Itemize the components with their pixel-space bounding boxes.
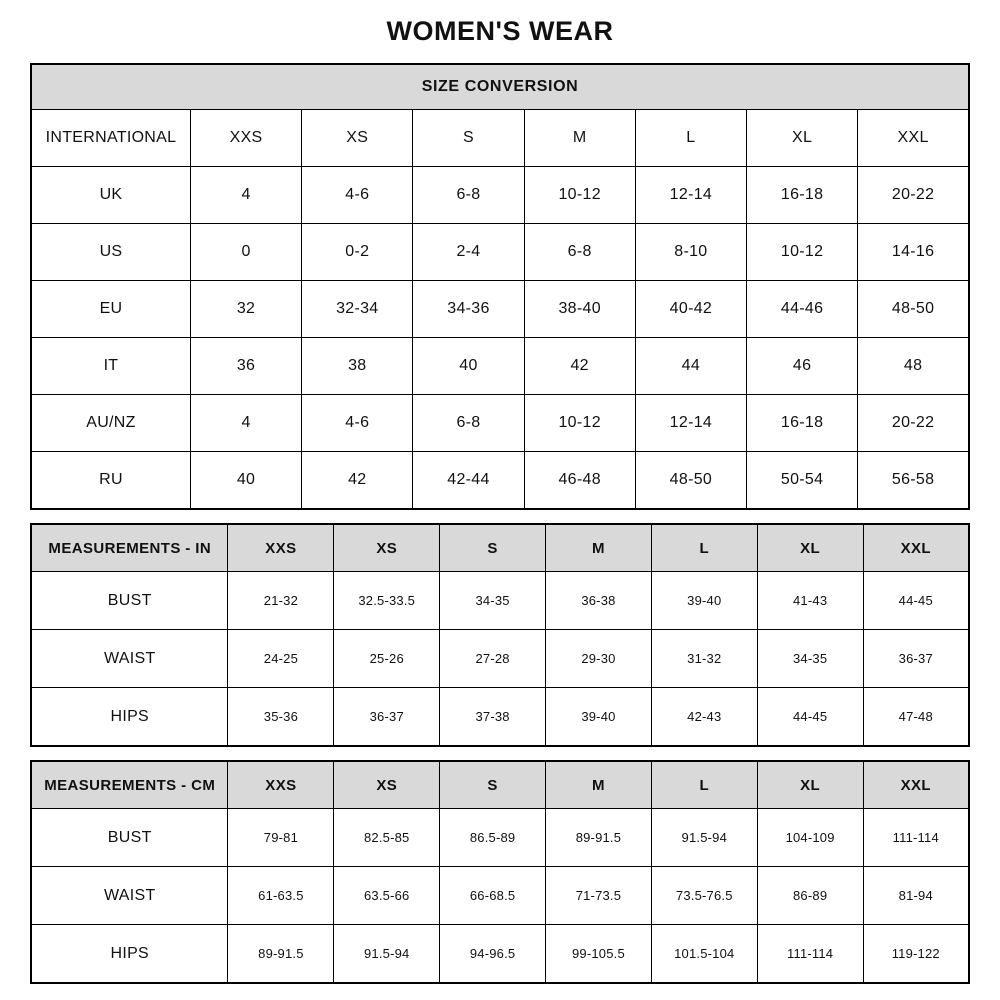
measurement-value: 63.5-66 xyxy=(334,867,440,925)
conversion-value: 38 xyxy=(302,338,413,395)
conversion-size-header-m: M xyxy=(524,110,635,167)
conversion-value: 12-14 xyxy=(635,167,746,224)
measurements-in-header-row xyxy=(31,524,969,572)
conversion-row-ru xyxy=(31,452,969,510)
measurements-cm-title: MEASUREMENTS - CM xyxy=(31,761,228,809)
measurement-value: 119-122 xyxy=(863,925,969,984)
conversion-value: 40 xyxy=(190,452,301,510)
measurements-cm-size-header-s: S xyxy=(440,761,546,809)
conversion-row-label: RU xyxy=(31,452,190,510)
conversion-value: 42 xyxy=(524,338,635,395)
conversion-value: 32-34 xyxy=(302,281,413,338)
conversion-value: 4 xyxy=(190,395,301,452)
measurement-value: 36-38 xyxy=(546,572,652,630)
conversion-value: 2-4 xyxy=(413,224,524,281)
measurements-cm-size-header-m: M xyxy=(546,761,652,809)
conversion-value: 8-10 xyxy=(635,224,746,281)
measurement-value: 27-28 xyxy=(440,630,546,688)
measurement-value: 39-40 xyxy=(651,572,757,630)
conversion-size-header-xxs: XXS xyxy=(190,110,301,167)
measurement-value: 89-91.5 xyxy=(546,809,652,867)
conversion-value: 10-12 xyxy=(524,167,635,224)
size-conversion-title: SIZE CONVERSION xyxy=(31,64,969,110)
measurements-cm-size-header-xxl: XXL xyxy=(863,761,969,809)
measurement-value: 73.5-76.5 xyxy=(651,867,757,925)
conversion-size-header-xxl: XXL xyxy=(858,110,969,167)
measurement-value: 34-35 xyxy=(757,630,863,688)
measurement-value: 36-37 xyxy=(334,688,440,747)
measurements-cm-size-header-xs: XS xyxy=(334,761,440,809)
conversion-value: 50-54 xyxy=(746,452,857,510)
measurement-row-label: WAIST xyxy=(31,867,228,925)
conversion-size-header-l: L xyxy=(635,110,746,167)
measurement-value: 71-73.5 xyxy=(546,867,652,925)
conversion-row-label: EU xyxy=(31,281,190,338)
conversion-value: 40 xyxy=(413,338,524,395)
measurement-value: 101.5-104 xyxy=(651,925,757,984)
measurement-row-label: BUST xyxy=(31,572,228,630)
measurement-value: 111-114 xyxy=(757,925,863,984)
measurement-value: 104-109 xyxy=(757,809,863,867)
conversion-value: 32 xyxy=(190,281,301,338)
conversion-value: 34-36 xyxy=(413,281,524,338)
conversion-value: 16-18 xyxy=(746,395,857,452)
measurements-in-size-header-xxl: XXL xyxy=(863,524,969,572)
measurements-in-size-header-xxs: XXS xyxy=(228,524,334,572)
measurement-value: 24-25 xyxy=(228,630,334,688)
measurement-value: 61-63.5 xyxy=(228,867,334,925)
measurement-value: 37-38 xyxy=(440,688,546,747)
measurements-in-size-header-s: S xyxy=(440,524,546,572)
measurement-value: 82.5-85 xyxy=(334,809,440,867)
measurements-in-body xyxy=(31,524,969,746)
size-conversion-title-row xyxy=(31,64,969,110)
measurements-in-size-header-xs: XS xyxy=(334,524,440,572)
conversion-size-header-xl: XL xyxy=(746,110,857,167)
conversion-value: 14-16 xyxy=(858,224,969,281)
measurement-value: 111-114 xyxy=(863,809,969,867)
size-conversion-table xyxy=(30,63,970,510)
conversion-value: 6-8 xyxy=(413,167,524,224)
measurement-value: 32.5-33.5 xyxy=(334,572,440,630)
conversion-value: 4 xyxy=(190,167,301,224)
conversion-row-label: IT xyxy=(31,338,190,395)
conversion-row-label: US xyxy=(31,224,190,281)
conversion-value: 44-46 xyxy=(746,281,857,338)
conversion-value: 4-6 xyxy=(302,395,413,452)
page-title: WOMEN'S WEAR xyxy=(386,16,614,46)
measurements-in-size-header-xl: XL xyxy=(757,524,863,572)
measurement-row-label: WAIST xyxy=(31,630,228,688)
conversion-value: 0-2 xyxy=(302,224,413,281)
measurement-value: 86-89 xyxy=(757,867,863,925)
measurements-cm-row-bust xyxy=(31,809,969,867)
measurement-value: 34-35 xyxy=(440,572,546,630)
measurements-cm-row-waist xyxy=(31,867,969,925)
measurements-cm-size-header-xl: XL xyxy=(757,761,863,809)
measurements-in-size-header-l: L xyxy=(651,524,757,572)
measurements-in-size-header-m: M xyxy=(546,524,652,572)
measurements-cm-table xyxy=(30,760,970,984)
measurement-value: 31-32 xyxy=(651,630,757,688)
conversion-value: 56-58 xyxy=(858,452,969,510)
measurement-value: 21-32 xyxy=(228,572,334,630)
conversion-size-header-xs: XS xyxy=(302,110,413,167)
conversion-row-label: AU/NZ xyxy=(31,395,190,452)
measurement-value: 42-43 xyxy=(651,688,757,747)
measurement-value: 66-68.5 xyxy=(440,867,546,925)
conversion-size-header-s: S xyxy=(413,110,524,167)
measurement-value: 89-91.5 xyxy=(228,925,334,984)
conversion-value: 38-40 xyxy=(524,281,635,338)
conversion-value: 16-18 xyxy=(746,167,857,224)
conversion-value: 48-50 xyxy=(858,281,969,338)
conversion-column-header-row xyxy=(31,110,969,167)
conversion-row-uk xyxy=(31,167,969,224)
conversion-value: 44 xyxy=(635,338,746,395)
conversion-value: 42-44 xyxy=(413,452,524,510)
conversion-row-au-nz xyxy=(31,395,969,452)
measurement-value: 91.5-94 xyxy=(334,925,440,984)
measurements-in-title: MEASUREMENTS - IN xyxy=(31,524,228,572)
measurement-value: 81-94 xyxy=(863,867,969,925)
conversion-value: 0 xyxy=(190,224,301,281)
measurements-cm-header-row xyxy=(31,761,969,809)
measurements-cm-row-hips xyxy=(31,925,969,984)
conversion-value: 6-8 xyxy=(413,395,524,452)
conversion-value: 48-50 xyxy=(635,452,746,510)
conversion-value: 48 xyxy=(858,338,969,395)
conversion-row-us xyxy=(31,224,969,281)
conversion-value: 20-22 xyxy=(858,395,969,452)
measurement-value: 99-105.5 xyxy=(546,925,652,984)
measurements-cm-body xyxy=(31,761,969,983)
conversion-value: 12-14 xyxy=(635,395,746,452)
conversion-value: 10-12 xyxy=(524,395,635,452)
measurement-value: 36-37 xyxy=(863,630,969,688)
conversion-value: 4-6 xyxy=(302,167,413,224)
measurement-value: 94-96.5 xyxy=(440,925,546,984)
size-conversion-body xyxy=(31,64,969,509)
measurement-value: 41-43 xyxy=(757,572,863,630)
conversion-value: 20-22 xyxy=(858,167,969,224)
measurement-value: 44-45 xyxy=(757,688,863,747)
conversion-row-it xyxy=(31,338,969,395)
measurements-in-row-bust xyxy=(31,572,969,630)
conversion-value: 46 xyxy=(746,338,857,395)
conversion-system-header: INTERNATIONAL xyxy=(31,110,190,167)
measurement-value: 79-81 xyxy=(228,809,334,867)
measurement-value: 86.5-89 xyxy=(440,809,546,867)
measurements-cm-size-header-l: L xyxy=(651,761,757,809)
measurement-row-label: BUST xyxy=(31,809,228,867)
measurement-value: 39-40 xyxy=(546,688,652,747)
measurement-value: 29-30 xyxy=(546,630,652,688)
measurement-value: 35-36 xyxy=(228,688,334,747)
measurement-value: 44-45 xyxy=(863,572,969,630)
measurement-row-label: HIPS xyxy=(31,925,228,984)
measurement-value: 47-48 xyxy=(863,688,969,747)
conversion-value: 42 xyxy=(302,452,413,510)
measurements-in-table xyxy=(30,523,970,747)
conversion-value: 36 xyxy=(190,338,301,395)
measurements-in-row-hips xyxy=(31,688,969,747)
conversion-value: 40-42 xyxy=(635,281,746,338)
measurement-value: 91.5-94 xyxy=(651,809,757,867)
conversion-value: 10-12 xyxy=(746,224,857,281)
measurement-row-label: HIPS xyxy=(31,688,228,747)
conversion-value: 46-48 xyxy=(524,452,635,510)
conversion-value: 6-8 xyxy=(524,224,635,281)
conversion-row-eu xyxy=(31,281,969,338)
measurements-in-row-waist xyxy=(31,630,969,688)
measurements-cm-size-header-xxs: XXS xyxy=(228,761,334,809)
conversion-row-label: UK xyxy=(31,167,190,224)
measurement-value: 25-26 xyxy=(334,630,440,688)
